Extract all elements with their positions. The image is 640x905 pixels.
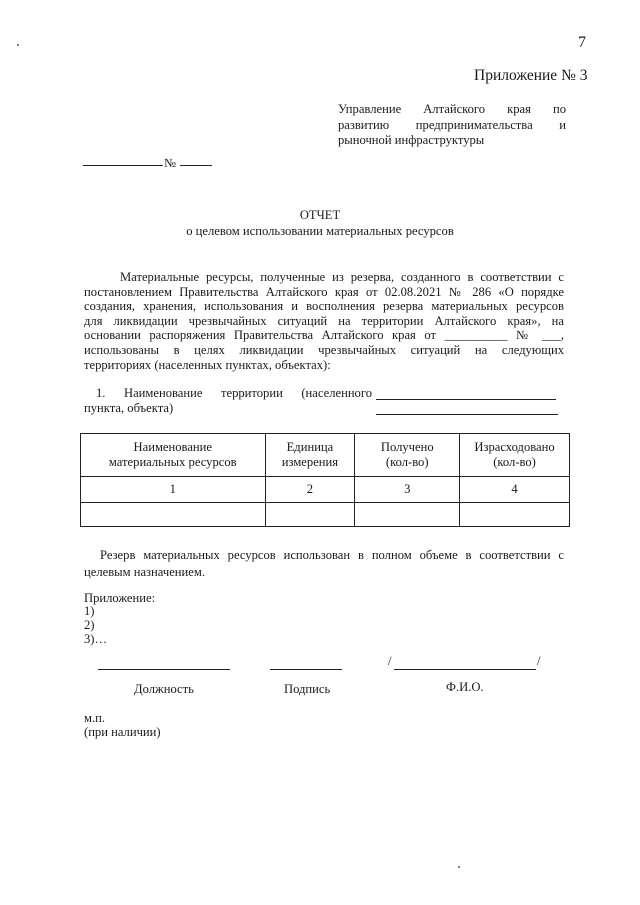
column-number-cell: 2 (265, 477, 355, 503)
header-cell-spent (460, 434, 570, 477)
closing-line: целевым назначением. (84, 565, 205, 579)
header-line: (кол-во) (385, 455, 429, 469)
header-line: измерения (281, 455, 339, 469)
attachment-item: 1) (84, 604, 95, 618)
attachment-item: 3)… (84, 632, 108, 646)
table-header-row (81, 434, 570, 477)
addressee-block (338, 102, 566, 149)
territory-blank-line[interactable] (376, 398, 556, 400)
addressee-line: Управление Алтайского края по (338, 102, 566, 116)
signature-blank-line[interactable] (270, 668, 342, 670)
scan-speck (458, 866, 460, 868)
page-number: 7 (578, 34, 586, 51)
header-line: Получено (380, 440, 434, 454)
paragraph-line: для ликвидации чрезвычайных ситуаций на территории Алтайского края», на (84, 313, 564, 328)
header-cell-unit (265, 434, 355, 477)
territory-item-label (96, 386, 372, 401)
name-slash-left: / (388, 654, 392, 668)
report-title: ОТЧЕТ (299, 208, 341, 222)
appendix-title: Приложение № 3 (474, 67, 588, 84)
header-line: Израсходовано (474, 440, 555, 454)
addressee-line: развитию предпринимательства и (338, 117, 566, 132)
name-slash-right: / (537, 654, 541, 668)
territory-item-line: пункта, объекта) (84, 401, 174, 415)
header-line: материальных ресурсов (108, 455, 237, 469)
table-row (81, 503, 570, 527)
header-cell-resource-name (81, 434, 266, 477)
document-date-blank (83, 164, 163, 166)
body-paragraph (84, 270, 564, 372)
territory-blank-line[interactable] (376, 413, 558, 415)
report-subtitle: о целевом использовании материальных ресурсов (186, 224, 454, 238)
empty-cell[interactable] (460, 503, 570, 527)
full-name-caption: Ф.И.О. (446, 680, 484, 694)
position-caption: Должность (134, 682, 194, 696)
column-number-cell: 3 (355, 477, 460, 503)
scan-speck (17, 44, 19, 46)
closing-line: Резерв материальных ресурсов использован в полном объеме в соответствии с (100, 548, 564, 562)
empty-cell[interactable] (355, 503, 460, 527)
number-sign: № (164, 156, 177, 170)
attachment-item: 2) (84, 618, 95, 632)
paragraph-line: использованы в целях ликвидации чрезвычайных ситуаций на следующих (84, 342, 564, 357)
attachments-label: Приложение: (84, 591, 156, 605)
paragraph-line: постановлением Правительства Алтайского края от 02.08.2021 № 286 «О порядке (84, 284, 564, 299)
paragraph-line: Материальные ресурсы, полученные из резерва, созданного в соответствии с (120, 270, 564, 284)
paragraph-line: создания, хранения, использования и восполнения резерва материальных ресурсов (84, 299, 564, 314)
header-line: Наименование (133, 440, 212, 454)
full-name-blank-line[interactable] (394, 668, 536, 670)
addressee-line: рыночной инфраструктуры (338, 133, 485, 147)
signature-caption: Подпись (284, 682, 331, 696)
document-number-blank (180, 164, 212, 166)
paragraph-line: территориях (населенных пунктах, объектах): (84, 357, 331, 372)
empty-cell[interactable] (265, 503, 355, 527)
empty-cell[interactable] (81, 503, 266, 527)
column-number-cell: 1 (81, 477, 266, 503)
stamp-note: (при наличии) (84, 725, 161, 739)
territory-item-line: 1. Наименование территории (населенного (96, 386, 372, 400)
column-number-cell: 4 (460, 477, 570, 503)
stamp-label: м.п. (84, 711, 106, 725)
resources-table (80, 433, 570, 527)
header-cell-received (355, 434, 460, 477)
closing-statement (84, 547, 564, 581)
header-line: Единица (286, 440, 334, 454)
column-number-row (81, 477, 570, 503)
position-blank-line[interactable] (98, 668, 230, 670)
header-line: (кол-во) (493, 455, 536, 469)
paragraph-line: основании распоряжения Правительства Алтайского края от __________ № ___, (84, 328, 564, 343)
